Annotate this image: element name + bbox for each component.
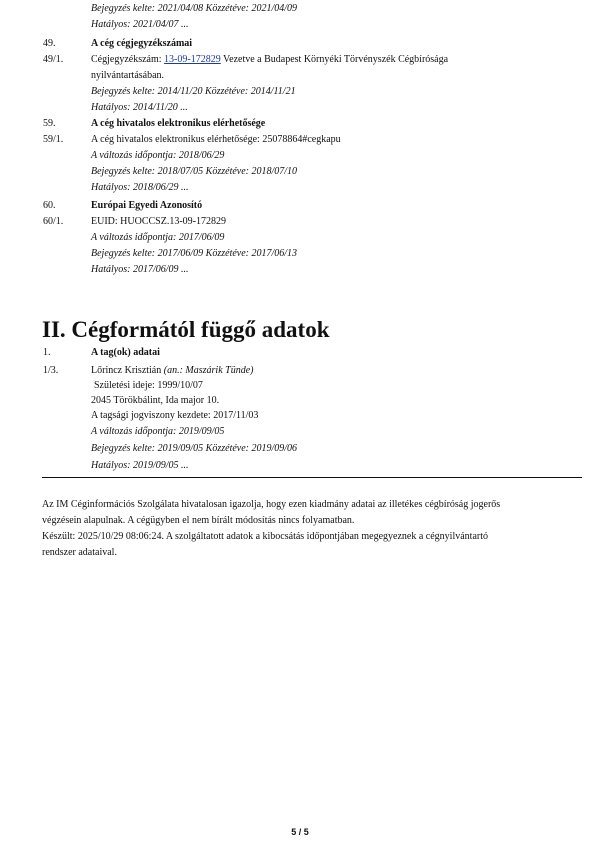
cegjegyzekszam-line [91,52,448,68]
part2-section-number: 1. [43,347,51,358]
divider [42,477,582,478]
footer-line-3: Készült: 2025/10/29 08:06:24. A szolgáltatott adatok a kibocsátás időpontjában megegyeznek a cégnyilvántartó [42,531,489,542]
entry-59-1-number: 59/1. [43,134,64,145]
section-59-valtozas: A változás időpontja: 2018/06/29 [91,150,225,161]
member-tagsag: A tagsági jogviszony kezdete: 2017/11/03 [91,410,259,421]
section-49-bejegyzes: Bejegyzés kelte: 2014/11/20 Közzétéve: 2014/11/21 [91,86,296,97]
section-59-number: 59. [43,118,56,129]
part2-valtozas: A változás időpontja: 2019/09/05 [91,426,225,437]
cegjegyzekszam-link[interactable]: 13-09-172829 [164,54,221,65]
section-60-number: 60. [43,200,56,211]
member-name-line [91,363,253,379]
part2-hatalyos: Hatályos: 2019/09/05 ... [91,460,189,471]
section-60-valtozas: A változás időpontja: 2017/06/09 [91,232,225,243]
member-name: Lőrincz Krisztián [91,365,162,376]
section-60-bejegyzes: Bejegyzés kelte: 2017/06/09 Közzétéve: 2017/06/13 [91,248,298,259]
cegjegyzekszam-label: Cégjegyzékszám: [91,54,162,65]
member-address: 2045 Törökbálint, Ida major 10. [91,395,220,406]
section-59-text: A cég hivatalos elektronikus elérhetősége: 25078864#cegkapu [91,134,341,145]
top-hatalyos: Hatályos: 2021/04/07 ... [91,19,189,30]
member-birth: Születési ideje: 1999/10/07 [94,380,203,391]
cegjegyzekszam-suffix: Vezetve a Budapest Környéki Törvényszék Cégbírósága [223,54,449,65]
cegjegyzekszam-line2: nyilvántartásában. [91,70,165,81]
part2-heading: II. Cégformától függő adatok [42,317,330,342]
part2-bejegyzes: Bejegyzés kelte: 2019/09/05 Közzétéve: 2019/09/06 [91,443,298,454]
footer-line-4: rendszer adataival. [42,547,117,558]
section-60-title: Európai Egyedi Azonosító [91,200,203,211]
footer-line-2: végzésein alapulnak. A cégügyben el nem bírált módosítás nincs folyamatban. [42,515,355,526]
section-49-title: A cég cégjegyzékszámai [91,38,193,49]
top-bejegyzes: Bejegyzés kelte: 2021/04/08 Közzétéve: 2021/04/09 [91,3,298,14]
section-59-hatalyos: Hatályos: 2018/06/29 ... [91,182,189,193]
member-mother-name: (an.: Maszárik Tünde) [163,365,254,376]
entry-60-1-number: 60/1. [43,216,64,227]
section-49-hatalyos: Hatályos: 2014/11/20 ... [91,102,188,113]
page-number: 5 / 5 [291,827,309,837]
section-60-hatalyos: Hatályos: 2017/06/09 ... [91,264,189,275]
entry-49-1-number: 49/1. [43,54,64,65]
part2-section-title: A tag(ok) adatai [91,347,160,358]
footer-certification [42,497,587,561]
footer-line-1: Az IM Céginformációs Szolgálata hivatalosan igazolja, hogy ezen kiadmány adatai az illetékes cégbíróság jogerős [42,499,501,510]
section-59-bejegyzes: Bejegyzés kelte: 2018/07/05 Közzétéve: 2018/07/10 [91,166,298,177]
section-49-number: 49. [43,38,56,49]
section-60-text: EUID: HUOCCSZ.13-09-172829 [91,216,226,227]
entry-1-3-number: 1/3. [43,365,59,376]
section-59-title: A cég hivatalos elektronikus elérhetősége [91,118,266,129]
